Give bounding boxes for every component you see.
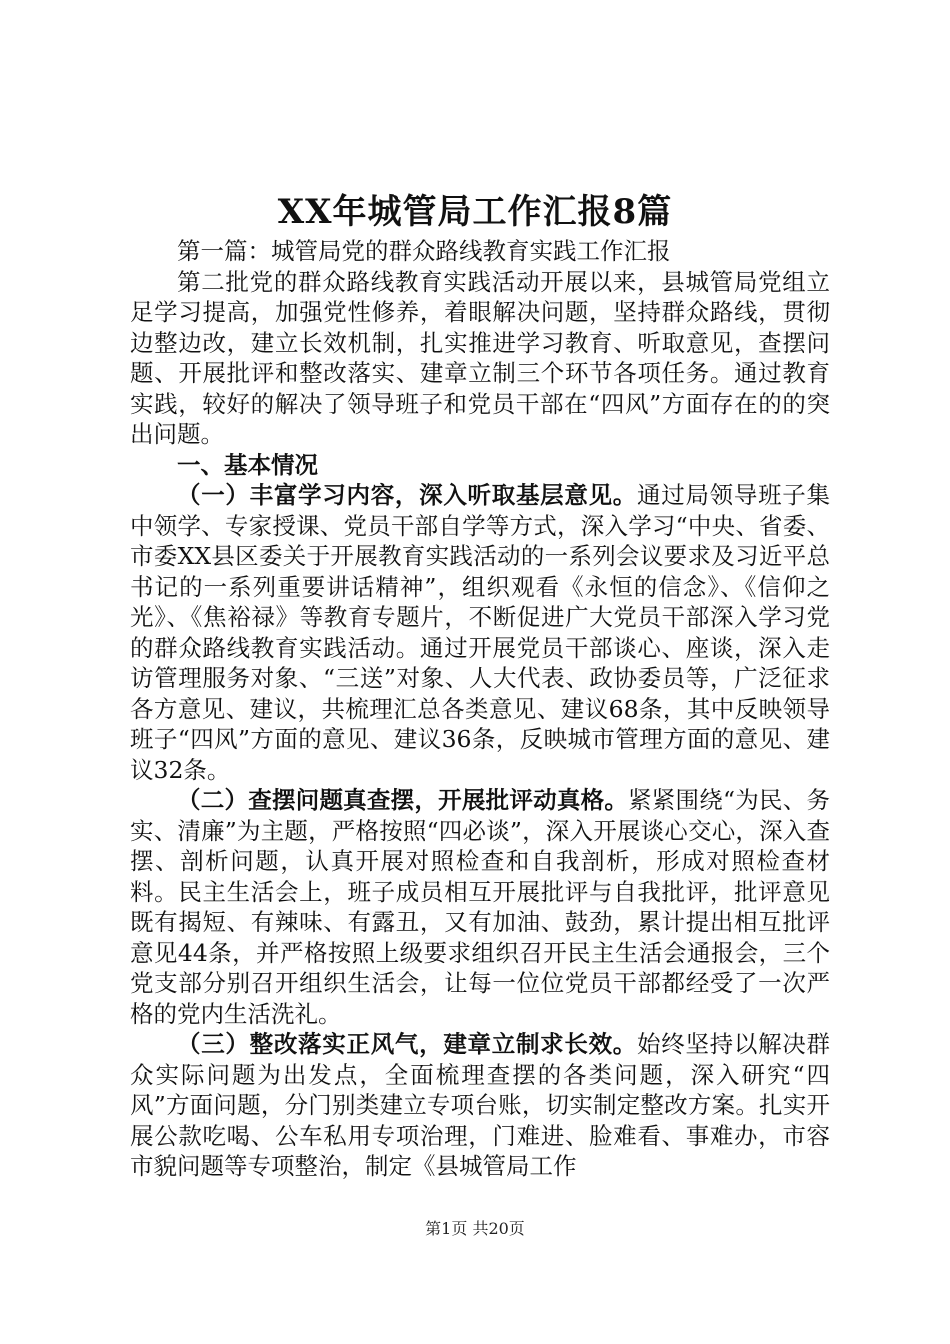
- paragraph-item-2: [130, 785, 830, 1029]
- paragraph-item-1: [130, 480, 830, 785]
- paragraph-item-3: [130, 1029, 830, 1182]
- document-body: [130, 236, 830, 1182]
- item-3-lead: （三）整改落实正风气，建章立制求长效。: [177, 1030, 638, 1058]
- item-2-text: 紧紧围绕“为民、务实、清廉”为主题，严格按照“四必谈”，深入开展谈心交心，深入查摆、剖析问题，认真开展对照检查和自我剖析，形成对照检查材料。民主生活会上，班子成员相互开展批评与自我批评，批评意见既有揭短、有辣味、有露丑，又有加油、鼓劲，累计提出相互批评意见44条，并严格按照上级要求组织召开民主生活会通报会，三个党支部分别召开组织生活会，让每一位位党员干部都经受了一次严格的党内生活洗礼。: [130, 786, 830, 1028]
- page-footer: 第1页 共20页: [425, 1219, 525, 1238]
- item-1-lead: （一）丰富学习内容，深入听取基层意见。: [177, 481, 638, 509]
- heading-basic-situation: 一、基本情况: [177, 450, 318, 479]
- section-title: 第一篇：城管局党的群众路线教育实践工作汇报: [177, 237, 671, 265]
- document-title: XX年城管局工作汇报8篇: [277, 192, 673, 232]
- item-2-lead: （二）查摆问题真查摆，开展批评动真格。: [177, 786, 629, 814]
- item-1-text: 通过局领导班子集中领学、专家授课、党员干部自学等方式，深入学习“中央、省委、市委XX县区委关于开展教育实践活动的一系列会议要求及习近平总书记的一系列重要讲话精神”，组织观看《永恒的信念》、《信仰之光》、《焦裕禄》等教育专题片，不断促进广大党员干部深入学习党的群众路线教育实践活动。通过开展党员干部谈心、座谈，深入走访管理服务对象、“三送”对象、人大代表、政协委员等，广泛征求各方意见、建议，共梳理汇总各类意见、建议68条，其中反映领导班子“四风”方面的意见、建议36条，反映城市管理方面的意见、建议32条。: [130, 481, 831, 784]
- item-3-text: 始终坚持以解决群众实际问题为出发点，全面梳理查摆的各类问题，深入研究“四风”方面问题，分门别类建立专项台账，切实制定整改方案。扎实开展公款吃喝、公车私用专项治理，门难进、脸难看、事难办，市容市貌问题等专项整治，制定《县城管局工作: [130, 1030, 831, 1180]
- intro-paragraph: 第二批党的群众路线教育实践活动开展以来，县城管局党组立足学习提高，加强党性修养，着眼解决问题，坚持群众路线，贯彻边整边改，建立长效机制，扎实推进学习教育、听取意见，查摆问题、开展批评和整改落实、建章立制三个环节各项任务。通过教育实践，较好的解决了领导班子和党员干部在“四风”方面存在的的突出问题。: [130, 267, 830, 448]
